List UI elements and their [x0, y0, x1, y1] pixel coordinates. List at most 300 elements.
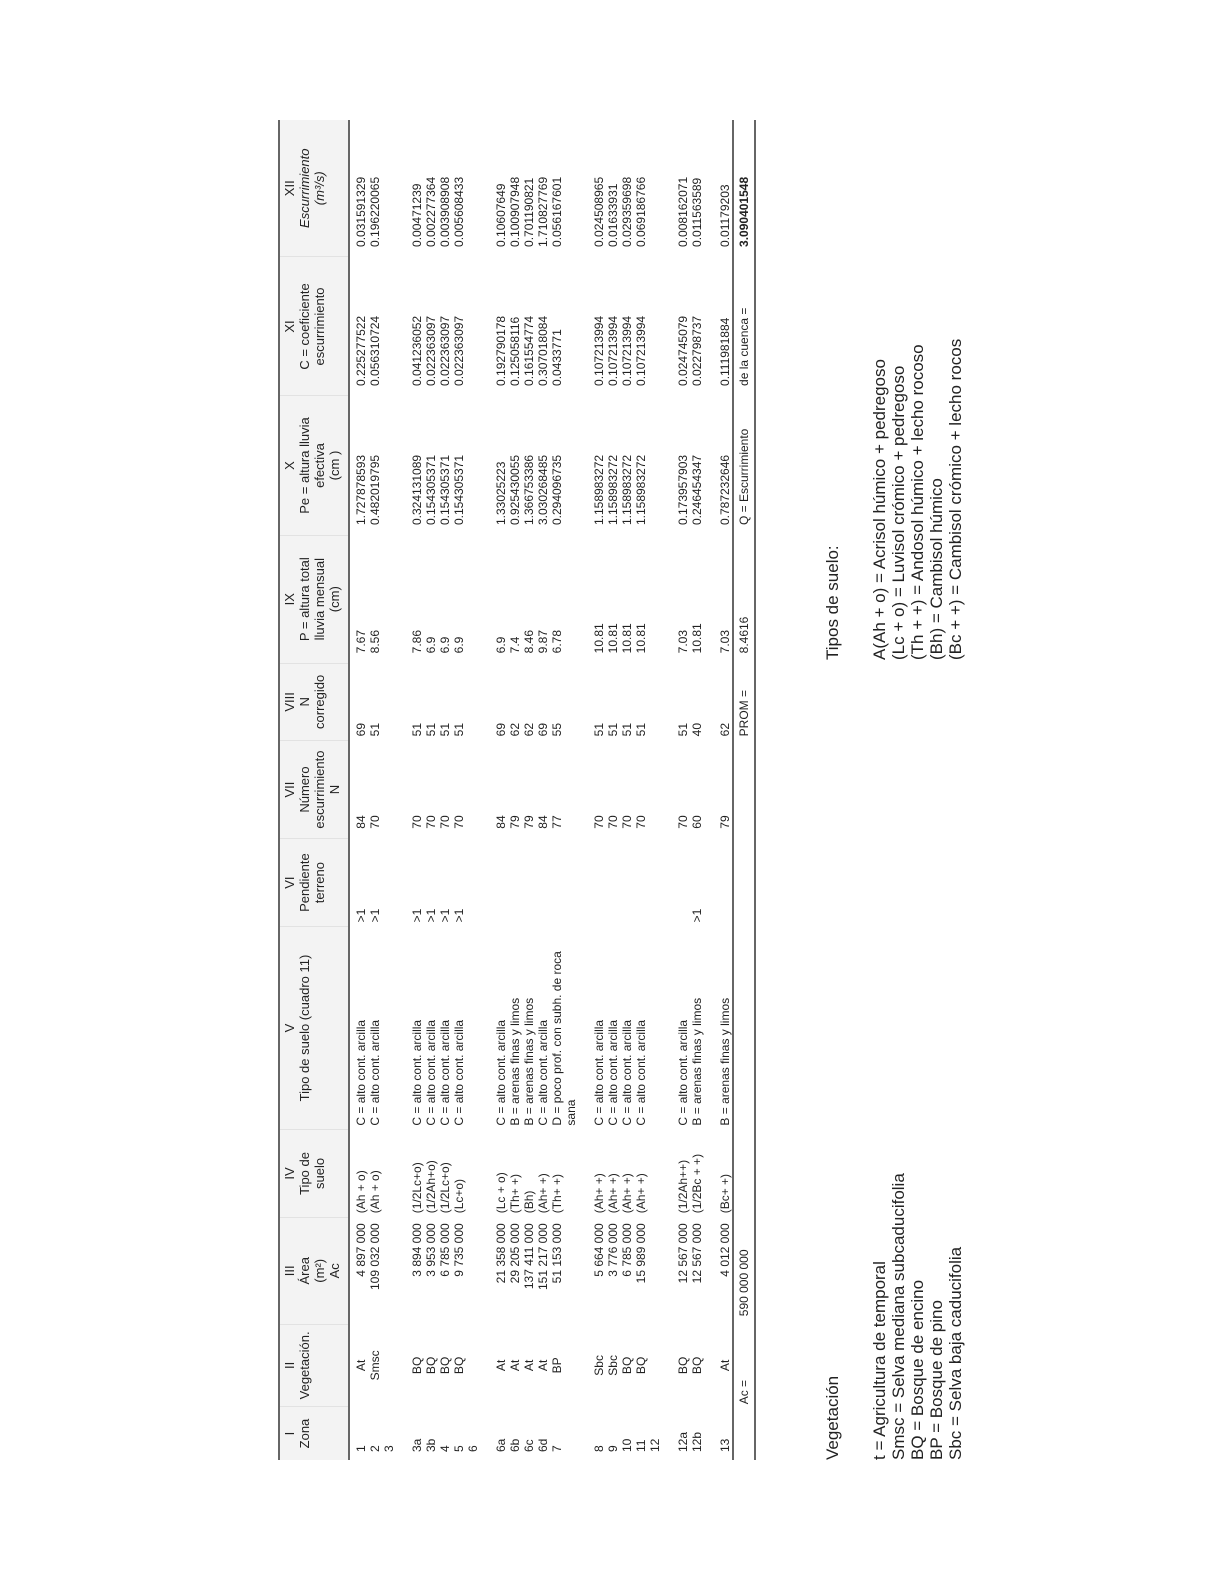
cell-lluvia-efectiva: [466, 396, 480, 535]
cell-pendiente: [634, 839, 648, 927]
cell-tipo-suelo: [382, 1130, 396, 1218]
table-header-row: [279, 120, 349, 1460]
cell-escurrimiento: 0.701190821: [522, 177, 536, 247]
cell-tipo-suelo-cuadro: C = alto cont. arcilla: [676, 1019, 690, 1126]
cell-zona: 7: [550, 1445, 564, 1452]
cell-lluvia-efectiva: 0.482019795: [368, 454, 382, 526]
header-pendiente: [279, 839, 349, 927]
cell-altura-lluvia: 7.03: [718, 629, 732, 654]
cell-escurrimiento: 0.01633931: [606, 183, 620, 247]
header-numero-escurrimiento: [279, 740, 349, 838]
cell-pendiente: [382, 839, 396, 927]
cell-escurrimiento: 0.01179203: [718, 184, 732, 247]
cell-escurrimiento: 0.069186766: [634, 176, 648, 247]
cell-lluvia-efectiva: 1.33025223: [494, 461, 508, 526]
cell-altura-lluvia: [648, 535, 662, 663]
cell-coeficiente: [466, 257, 480, 396]
cell-n-corregido: 51: [676, 722, 690, 737]
cell-escurrimiento: 0.005608433: [452, 176, 466, 247]
cell-escurrimiento: 0.011563589: [690, 177, 704, 247]
header-tipo-suelo-cuadro: [279, 926, 349, 1129]
cell-n-corregido: 55: [550, 722, 564, 737]
cell-pendiente: [466, 839, 480, 927]
cell-escurrimiento: 0.029359698: [620, 176, 634, 247]
table-row: [522, 120, 536, 1460]
cell-coeficiente: 0.041236052: [410, 315, 424, 386]
cell-coeficiente: 0.022798737: [690, 315, 704, 386]
cell-pendiente: >1: [424, 908, 438, 923]
header-label-line: (cm): [327, 586, 342, 613]
soil-item: (Bh) = Cambisol húmico: [927, 478, 946, 660]
header-label-line: (m²): [312, 1258, 327, 1283]
cell-lluvia-efectiva: 0.154305371: [438, 454, 452, 526]
cell-altura-lluvia: 6.9: [452, 636, 466, 654]
header-label-line: Área: [297, 1257, 312, 1285]
cell-lluvia-efectiva: 0.925430055: [508, 454, 522, 526]
cell-altura-lluvia: 7.86: [410, 629, 424, 654]
table-row: [536, 120, 550, 1460]
cell-vegetacion: [382, 1324, 396, 1406]
header-tipo-suelo: [279, 1130, 349, 1218]
header-label-line: Tipo de: [297, 1152, 312, 1195]
soil-item: (Lc + o) = Luvisol crómico + pedregoso: [889, 365, 908, 660]
rotated-document: [278, 120, 1018, 1460]
cell-zona: 12a: [676, 1431, 690, 1452]
cell-tipo-suelo: (Bc+ +): [718, 1173, 732, 1214]
cell-lluvia-efectiva: 0.246454347: [690, 454, 704, 526]
header-roman-numeral: II: [282, 1361, 297, 1369]
table-row: [466, 120, 480, 1460]
cell-vegetacion: BQ: [634, 1356, 648, 1375]
cell-n-corregido: 51: [606, 722, 620, 737]
cell-n-corregido: [648, 663, 662, 740]
vegetation-item: Sbc = Selva baja caducifolia: [946, 1246, 965, 1460]
cell-vegetacion: At: [354, 1359, 368, 1372]
cell-vegetacion: At: [508, 1359, 522, 1372]
cell-escurrimiento: 0.031591329: [354, 176, 368, 247]
cell-tipo-suelo-cuadro: C = alto cont. arcilla: [494, 1019, 508, 1126]
cell-zona: 6c: [522, 1439, 536, 1452]
prom-value: 8.4616: [733, 535, 755, 663]
runoff-table-wrapper: [278, 120, 805, 1460]
cell-area: 21 358 000: [494, 1223, 508, 1284]
cell-vegetacion: [648, 1324, 662, 1406]
cell-escurrimiento: 0.024508965: [592, 176, 606, 247]
cell-numero-escurrimiento: 70: [452, 815, 466, 829]
cell-area: 12 567 000: [690, 1223, 704, 1284]
cell-vegetacion: BQ: [676, 1356, 690, 1375]
cell-tipo-suelo-cuadro: C = alto cont. arcilla: [592, 1019, 606, 1126]
cell-pendiente: [606, 839, 620, 927]
cell-n-corregido: 51: [438, 722, 452, 737]
cell-tipo-suelo: (Lc + o): [494, 1172, 508, 1214]
header-label-line: terreno: [312, 861, 327, 904]
header-label-line: escurrimiento: [312, 750, 327, 829]
table-row: [634, 120, 648, 1460]
cell-tipo-suelo-cuadro: C = alto cont. arcilla: [452, 1019, 466, 1126]
cell-n-corregido: 69: [494, 722, 508, 737]
cell-area: 3 953 000: [424, 1223, 438, 1277]
cell-numero-escurrimiento: 70: [424, 815, 438, 829]
cell-area: 51 153 000: [550, 1223, 564, 1284]
header-roman-numeral: VII: [282, 781, 297, 798]
header-label-line: (cm ): [327, 450, 342, 481]
cell-numero-escurrimiento: 70: [634, 815, 648, 829]
cell-area: 137 411 000: [522, 1223, 536, 1290]
header-lluvia-efectiva: [279, 396, 349, 535]
cell-tipo-suelo: (1/2Ah++): [676, 1159, 690, 1214]
cell-numero-escurrimiento: 79: [522, 815, 536, 829]
cell-altura-lluvia: 8.46: [522, 629, 536, 654]
vegetation-list: [870, 760, 965, 1460]
cell-coeficiente: 0.125058116: [508, 316, 522, 386]
cell-lluvia-efectiva: 1.158983272: [606, 454, 620, 526]
vegetation-item: t = Agricultura de temporal: [870, 1261, 889, 1460]
cell-n-corregido: 51: [368, 722, 382, 737]
header-label-line: Pe = altura lluvia: [297, 417, 312, 514]
cell-zona: 3a: [410, 1438, 424, 1452]
cell-pendiente: [494, 839, 508, 927]
cell-altura-lluvia: 10.81: [620, 623, 634, 654]
cell-altura-lluvia: 8.56: [368, 629, 382, 654]
cell-escurrimiento: 1.710827769: [536, 176, 550, 247]
cell-pendiente: >1: [690, 908, 704, 923]
header-zona: [279, 1407, 349, 1460]
cell-tipo-suelo-cuadro: B = arenas finas y limos: [522, 997, 536, 1126]
cell-coeficiente: 0.225277522: [354, 315, 368, 386]
cell-area: 15 989 000: [634, 1223, 648, 1284]
vegetation-item: Smsc = Selva mediana subcaducifolia: [889, 1173, 908, 1460]
cell-coeficiente: 0.0433771: [550, 329, 564, 386]
cell-numero-escurrimiento: 84: [536, 815, 550, 829]
table-row: [382, 120, 396, 1460]
cell-pendiente: [522, 839, 536, 927]
cell-lluvia-efectiva: [648, 396, 662, 535]
cell-altura-lluvia: 6.9: [424, 636, 438, 654]
cell-tipo-suelo-cuadro: C = alto cont. arcilla: [424, 1019, 438, 1126]
cell-zona: 2: [368, 1445, 382, 1452]
cell-tipo-suelo: (Ah + o): [368, 1170, 382, 1214]
table-row: [606, 120, 620, 1460]
cell-numero-escurrimiento: 77: [550, 815, 564, 829]
table-row: [452, 120, 466, 1460]
cell-zona: 8: [592, 1445, 606, 1452]
header-altura-lluvia: [279, 535, 349, 663]
cell-zona: 12: [648, 1438, 662, 1452]
cell-tipo-suelo-cuadro: B = arenas finas y limos: [690, 997, 704, 1126]
header-label-line: suelo: [312, 1157, 327, 1189]
cell-coeficiente: 0.192790178: [494, 315, 508, 386]
cell-zona: 4: [438, 1445, 452, 1452]
header-roman-numeral: IX: [282, 593, 297, 606]
header-label-line: Pendiente: [297, 853, 312, 912]
header-area: [279, 1217, 349, 1324]
table-row: [424, 120, 438, 1460]
cell-lluvia-efectiva: 1.366753386: [522, 454, 536, 526]
cell-escurrimiento: 0.008162071: [676, 176, 690, 247]
cell-zona: 1: [354, 1445, 368, 1452]
cell-coeficiente: 0.107213994: [634, 315, 648, 386]
cell-tipo-suelo: (1/2Lc+o): [410, 1162, 424, 1214]
vegetation-legend: [823, 760, 965, 1460]
cell-vegetacion: BQ: [410, 1356, 424, 1375]
cell-area: 3 776 000: [606, 1223, 620, 1277]
cell-vegetacion: Smsc: [368, 1350, 382, 1381]
table-row: [349, 120, 368, 1460]
cell-lluvia-efectiva: 0.294096735: [550, 454, 564, 526]
cell-lluvia-efectiva: 0.173957903: [676, 454, 690, 526]
table-row: [718, 120, 733, 1460]
header-label-line: Tipo de suelo (cuadro 11): [297, 954, 312, 1102]
cell-numero-escurrimiento: 84: [354, 815, 368, 829]
vegetation-title: Vegetación: [823, 1375, 842, 1460]
soil-list: [870, 120, 965, 660]
cell-numero-escurrimiento: 70: [606, 815, 620, 829]
totals-row: [733, 120, 755, 1460]
table-row: [550, 120, 578, 1460]
cell-tipo-suelo-cuadro: [382, 926, 396, 1129]
header-roman-numeral: VI: [282, 876, 297, 889]
cell-vegetacion: At: [522, 1359, 536, 1372]
cell-escurrimiento: [648, 120, 662, 257]
cell-tipo-suelo: (Ah+ +): [634, 1173, 648, 1214]
prom-label: PROM =: [733, 663, 755, 740]
vegetation-item: BQ = Bosque de encino: [908, 1279, 927, 1460]
cell-zona: 6d: [536, 1438, 550, 1452]
cell-lluvia-efectiva: 1.158983272: [592, 454, 606, 526]
cell-altura-lluvia: [466, 535, 480, 663]
cell-area: 4 012 000: [718, 1223, 732, 1277]
cell-n-corregido: [466, 663, 480, 740]
q-label-2: de la cuenca =: [733, 257, 755, 396]
cell-tipo-suelo: (1/2Ah+o): [424, 1160, 438, 1214]
table-row: [410, 120, 424, 1460]
cell-coeficiente: 0.107213994: [620, 315, 634, 386]
cell-area: 5 664 000: [592, 1223, 606, 1277]
cell-escurrimiento: 0.00471239: [410, 183, 424, 247]
cell-coeficiente: 0.107213994: [606, 315, 620, 386]
header-label-line: Ac: [327, 1263, 342, 1279]
group-spacer: [396, 120, 410, 1460]
header-label-line: P = altura total: [297, 557, 312, 642]
cell-tipo-suelo: (Ah+ +): [536, 1173, 550, 1214]
header-label-line: lluvia mensual: [312, 558, 327, 641]
cell-tipo-suelo: (Bh): [522, 1190, 536, 1214]
header-roman-numeral: III: [282, 1265, 297, 1277]
header-n-corregido: [279, 663, 349, 740]
cell-n-corregido: 69: [354, 722, 368, 737]
cell-numero-escurrimiento: 70: [592, 815, 606, 829]
cell-zona: 6: [466, 1445, 480, 1452]
table-row: [676, 120, 690, 1460]
cell-pendiente: [648, 839, 662, 927]
header-roman-numeral: VIII: [282, 692, 297, 712]
cell-numero-escurrimiento: [466, 740, 480, 838]
cell-altura-lluvia: 6.78: [550, 629, 564, 654]
cell-escurrimiento: [466, 120, 480, 257]
cell-vegetacion: At: [536, 1359, 550, 1372]
header-label-line: efectiva: [312, 443, 327, 488]
table-row: [690, 120, 704, 1460]
cell-altura-lluvia: [382, 535, 396, 663]
cell-tipo-suelo: (1/2Bc + +): [690, 1153, 704, 1214]
header-vegetacion: [279, 1324, 349, 1406]
cell-pendiente: [536, 839, 550, 927]
cell-tipo-suelo: (Th+ +): [508, 1173, 522, 1214]
cell-altura-lluvia: 6.9: [494, 636, 508, 654]
header-roman-numeral: IV: [282, 1167, 297, 1180]
cell-n-corregido: 62: [522, 722, 536, 737]
soil-legend: [823, 120, 965, 660]
q-label: Q = Escurrimiento: [733, 396, 755, 535]
cell-zona: 5: [452, 1445, 466, 1452]
cell-tipo-suelo: (Th+ +): [550, 1173, 564, 1214]
cell-zona: 6a: [494, 1438, 508, 1452]
cell-altura-lluvia: 10.81: [690, 623, 704, 654]
cell-coeficiente: [382, 257, 396, 396]
table-row: [494, 120, 508, 1460]
header-label-line: Número: [297, 766, 312, 813]
cell-tipo-suelo: [648, 1130, 662, 1218]
cell-area: 151 217 000: [536, 1223, 550, 1291]
cell-numero-escurrimiento: 70: [438, 815, 452, 829]
cell-coeficiente: 0.022363097: [438, 315, 452, 386]
vegetation-item: BP = Bosque de pino: [927, 1300, 946, 1460]
cell-coeficiente: 0.161554774: [522, 315, 536, 386]
cell-escurrimiento: 0.056167601: [550, 176, 564, 247]
cell-numero-escurrimiento: [648, 740, 662, 838]
cell-area: 9 735 000: [452, 1223, 466, 1277]
cell-numero-escurrimiento: 70: [368, 815, 382, 829]
header-label-line: Escurrimiento: [297, 148, 312, 228]
cell-vegetacion: BQ: [424, 1356, 438, 1375]
header-coeficiente: [279, 257, 349, 396]
header-escurrimiento: [279, 120, 349, 257]
header-label-line: Vegetación.: [297, 1331, 312, 1400]
cell-tipo-suelo: (Ah + o): [354, 1170, 368, 1214]
cell-pendiente: [718, 839, 733, 927]
cell-n-corregido: 51: [620, 722, 634, 737]
header-label-line: N: [297, 697, 312, 707]
cell-tipo-suelo-cuadro: C = alto cont. arcilla: [536, 1019, 550, 1126]
header-roman-numeral: XII: [282, 180, 297, 197]
table-row: [620, 120, 634, 1460]
runoff-table: [278, 120, 756, 1460]
cell-tipo-suelo-cuadro: D = poco prof. con subh. de roca sana: [550, 951, 578, 1126]
header-roman-numeral: XI: [282, 320, 297, 333]
group-spacer: [578, 120, 592, 1460]
cell-tipo-suelo-cuadro: [648, 926, 662, 1129]
cell-lluvia-efectiva: 0.324131089: [410, 454, 424, 526]
cell-numero-escurrimiento: [382, 740, 396, 838]
cell-tipo-suelo-cuadro: C = alto cont. arcilla: [354, 1019, 368, 1126]
cell-numero-escurrimiento: 70: [676, 815, 690, 829]
cell-zona: 13: [718, 1438, 732, 1452]
cell-altura-lluvia: 7.4: [508, 636, 522, 654]
cell-coeficiente: 0.107213994: [592, 315, 606, 386]
cell-area: 6 785 000: [620, 1223, 634, 1277]
header-roman-numeral: X: [282, 461, 297, 470]
cell-vegetacion: BQ: [438, 1356, 452, 1375]
header-label-line: C = coeficiente: [297, 283, 312, 370]
cell-tipo-suelo-cuadro: C = alto cont. arcilla: [606, 1019, 620, 1126]
cell-coeficiente: 0.056310724: [368, 315, 382, 386]
cell-tipo-suelo: (Ah+ +): [606, 1173, 620, 1214]
cell-zona: 9: [606, 1445, 620, 1452]
group-spacer: [480, 120, 494, 1460]
cell-numero-escurrimiento: 70: [620, 815, 634, 829]
header-roman-numeral: I: [282, 1431, 297, 1436]
cell-numero-escurrimiento: 70: [410, 815, 424, 829]
cell-lluvia-efectiva: 1.158983272: [620, 454, 634, 526]
cell-zona: 3: [382, 1445, 396, 1452]
group-spacer: [704, 120, 718, 1460]
cell-tipo-suelo-cuadro: B = arenas finas y limos: [718, 997, 732, 1126]
cell-area: 3 894 000: [410, 1223, 424, 1277]
header-label-line: Zona: [297, 1418, 312, 1449]
cell-numero-escurrimiento: 79: [508, 815, 522, 829]
cell-tipo-suelo-cuadro: B = arenas finas y limos: [508, 997, 522, 1126]
cell-lluvia-efectiva: [382, 396, 396, 535]
cell-escurrimiento: 0.003908908: [438, 176, 452, 247]
cell-tipo-suelo: [466, 1130, 480, 1218]
cell-lluvia-efectiva: 1.727878593: [354, 454, 368, 526]
cell-pendiente: [550, 839, 578, 927]
cell-n-corregido: 51: [592, 722, 606, 737]
cell-pendiente: [676, 839, 690, 927]
cell-lluvia-efectiva: 1.158983272: [634, 454, 648, 526]
cell-tipo-suelo-cuadro: C = alto cont. arcilla: [438, 1019, 452, 1126]
cell-area: 109 032 000: [368, 1223, 382, 1291]
cell-zona: 6b: [508, 1438, 522, 1452]
cell-coeficiente: 0.022363097: [424, 315, 438, 386]
cell-coeficiente: 0.307018084: [536, 315, 550, 386]
header-label-line: (m³/s): [312, 171, 327, 206]
table-row: [648, 120, 662, 1460]
cell-altura-lluvia: 9.87: [536, 629, 550, 654]
cell-n-corregido: 40: [690, 722, 704, 737]
cell-coeficiente: 0.022363097: [452, 315, 466, 386]
header-label-line: escurrimiento: [312, 287, 327, 366]
cell-area: 29 205 000: [508, 1223, 522, 1284]
cell-vegetacion: BQ: [690, 1356, 704, 1375]
cell-zona: 11: [634, 1439, 648, 1452]
cell-escurrimiento: 0.100907948: [508, 176, 522, 247]
cell-n-corregido: 51: [410, 722, 424, 737]
header-roman-numeral: V: [282, 1023, 297, 1033]
header-label-line: N: [327, 784, 342, 795]
cell-tipo-suelo: (1/2Lc+o): [438, 1162, 452, 1214]
cell-escurrimiento: 0.196220065: [368, 176, 382, 247]
cell-n-corregido: 51: [634, 722, 648, 737]
cell-vegetacion: Sbc: [606, 1355, 620, 1376]
cell-escurrimiento: [382, 120, 396, 257]
cell-pendiente: >1: [410, 908, 424, 923]
cell-coeficiente: 0.111981884: [718, 317, 732, 386]
cell-tipo-suelo: (Ah+ +): [620, 1173, 634, 1214]
cell-pendiente: [620, 839, 634, 927]
cell-tipo-suelo-cuadro: [466, 926, 480, 1129]
cell-numero-escurrimiento: 84: [494, 815, 508, 829]
soil-item: A(Ah + o) = Acrisol húmico + pedregoso: [870, 359, 889, 660]
cell-vegetacion: Sbc: [592, 1355, 606, 1376]
header-label-line: corregido: [312, 674, 327, 729]
cell-coeficiente: 0.024745079: [676, 315, 690, 386]
cell-lluvia-efectiva: 0.787232646: [718, 454, 732, 526]
cell-altura-lluvia: 10.81: [606, 623, 620, 654]
cell-zona: 10: [620, 1438, 634, 1452]
table-row: [592, 120, 606, 1460]
